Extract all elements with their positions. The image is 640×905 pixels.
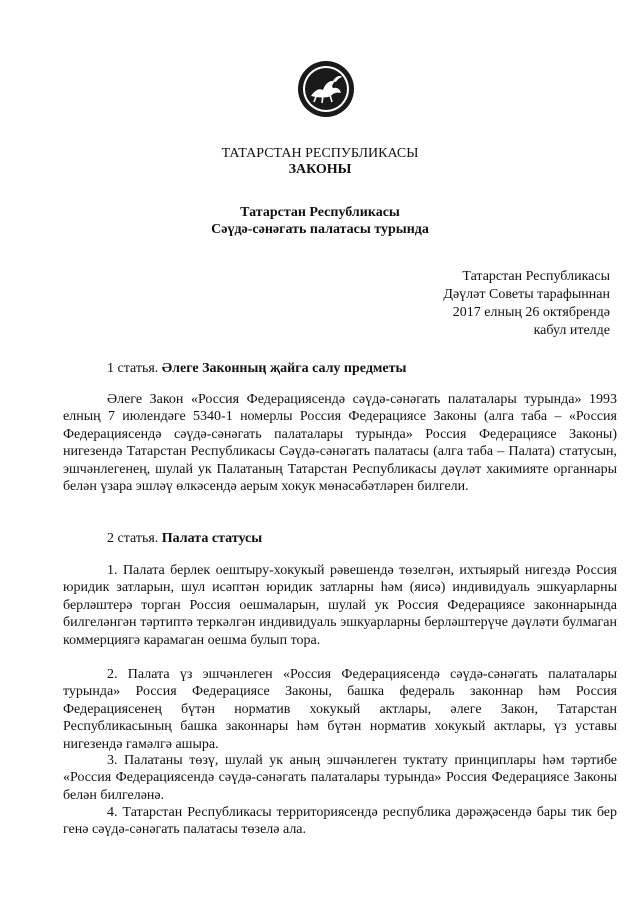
article2-heading: Палата статусы: [161, 531, 263, 546]
article2-label: 2 статья.: [107, 531, 159, 546]
article1-title: [107, 360, 406, 377]
adoption-line: кабул ителде: [533, 323, 610, 338]
law-title-line1: Татарстан Республикасы: [240, 205, 400, 220]
article2-item-2: 2. Палата үз эшчәнлеген «Россия Федерациясендә сәүдә-сәнәгать палаталары турында» Россия Федерациясе Законы, башка федераль законнар һәм Россия Федерациясенең бүтән норматив хокукый актлары, әлеге Закон, Татарстан Республикасының башка законнары һәм бүтән норматив хокукый актлары, үз уставы нигезендә гамәлгә ашыра.: [63, 667, 617, 752]
article1-label: 1 статья.: [107, 361, 159, 376]
header-doc-type: ЗАКОНЫ: [288, 162, 352, 177]
adoption-line: 2017 елның 26 октябрендә: [452, 305, 610, 320]
article2-item-3: 3. Палатаны төзү, шулай ук аның эшчәнлеген туктату принциплары һәм тәртибе «Россия Федерациясендә сәүдә-сәнәгать палаталары турында» Россия Федерациясе Законы белән билгеләнә.: [63, 753, 617, 803]
law-title-line2: Сәүдә-сәнәгать палатасы турында: [211, 222, 429, 237]
article2-title: [107, 530, 262, 547]
article2-item-1: 1. Палата берлек оештыру-хокукый рәвешендә төзелгән, ихтыярый нигездә Россия юридик затларын, шул исәптән юридик затларны һәм (яисә) индивидуаль эшкуарларны берләштерә торган Россия оешмаларын, шулай ук Россия Федерациясе законнарында билгеләнгән тәртиптә теркәлгән индивидуаль эшкуарларны берләштерүче дәүләти булмаган коммерциягә карамаган оешма булып тора.: [63, 563, 617, 648]
article1-text: Әлеге Закон «Россия Федерациясендә сәүдә-сәнәгать палаталары турында» 1993 елның 7 июлендәге 5340-1 номерлы Россия Федерациясе Законы (алга таба – «Россия Федерациясендә сәүдә-сәнәгать палаталары турында» Россия Федерациясе Законы) нигезендә Татарстан Республикасы Сәүдә-сәнәгать палатасы (алга таба – Палата) статусын, эшчәнлегенең, шулай ук Палатаның Татарстан Республикасы дәүләт хакимияте органнары белән үзара эшләү өлкәсендә аерым хокук мөнәсәбәтләрен билгели.: [63, 392, 617, 495]
article1-heading: Әлеге Законның җайга салу предметы: [161, 361, 407, 376]
adoption-line: Татарстан Республикасы: [462, 269, 610, 284]
adoption-note: [443, 268, 610, 340]
adoption-line: Дәүләт Советы тарафыннан: [443, 287, 610, 302]
article2-item-4: 4. Татарстан Республикасы территориясендә республика дәрәҗәсендә бары тик бер генә сәүдә-сәнәгать палатасы төзелә ала.: [63, 805, 617, 838]
tatarstan-emblem-icon: [297, 60, 355, 118]
header-republic: ТАТАРСТАН РЕСПУБЛИКАСЫ: [221, 146, 419, 161]
